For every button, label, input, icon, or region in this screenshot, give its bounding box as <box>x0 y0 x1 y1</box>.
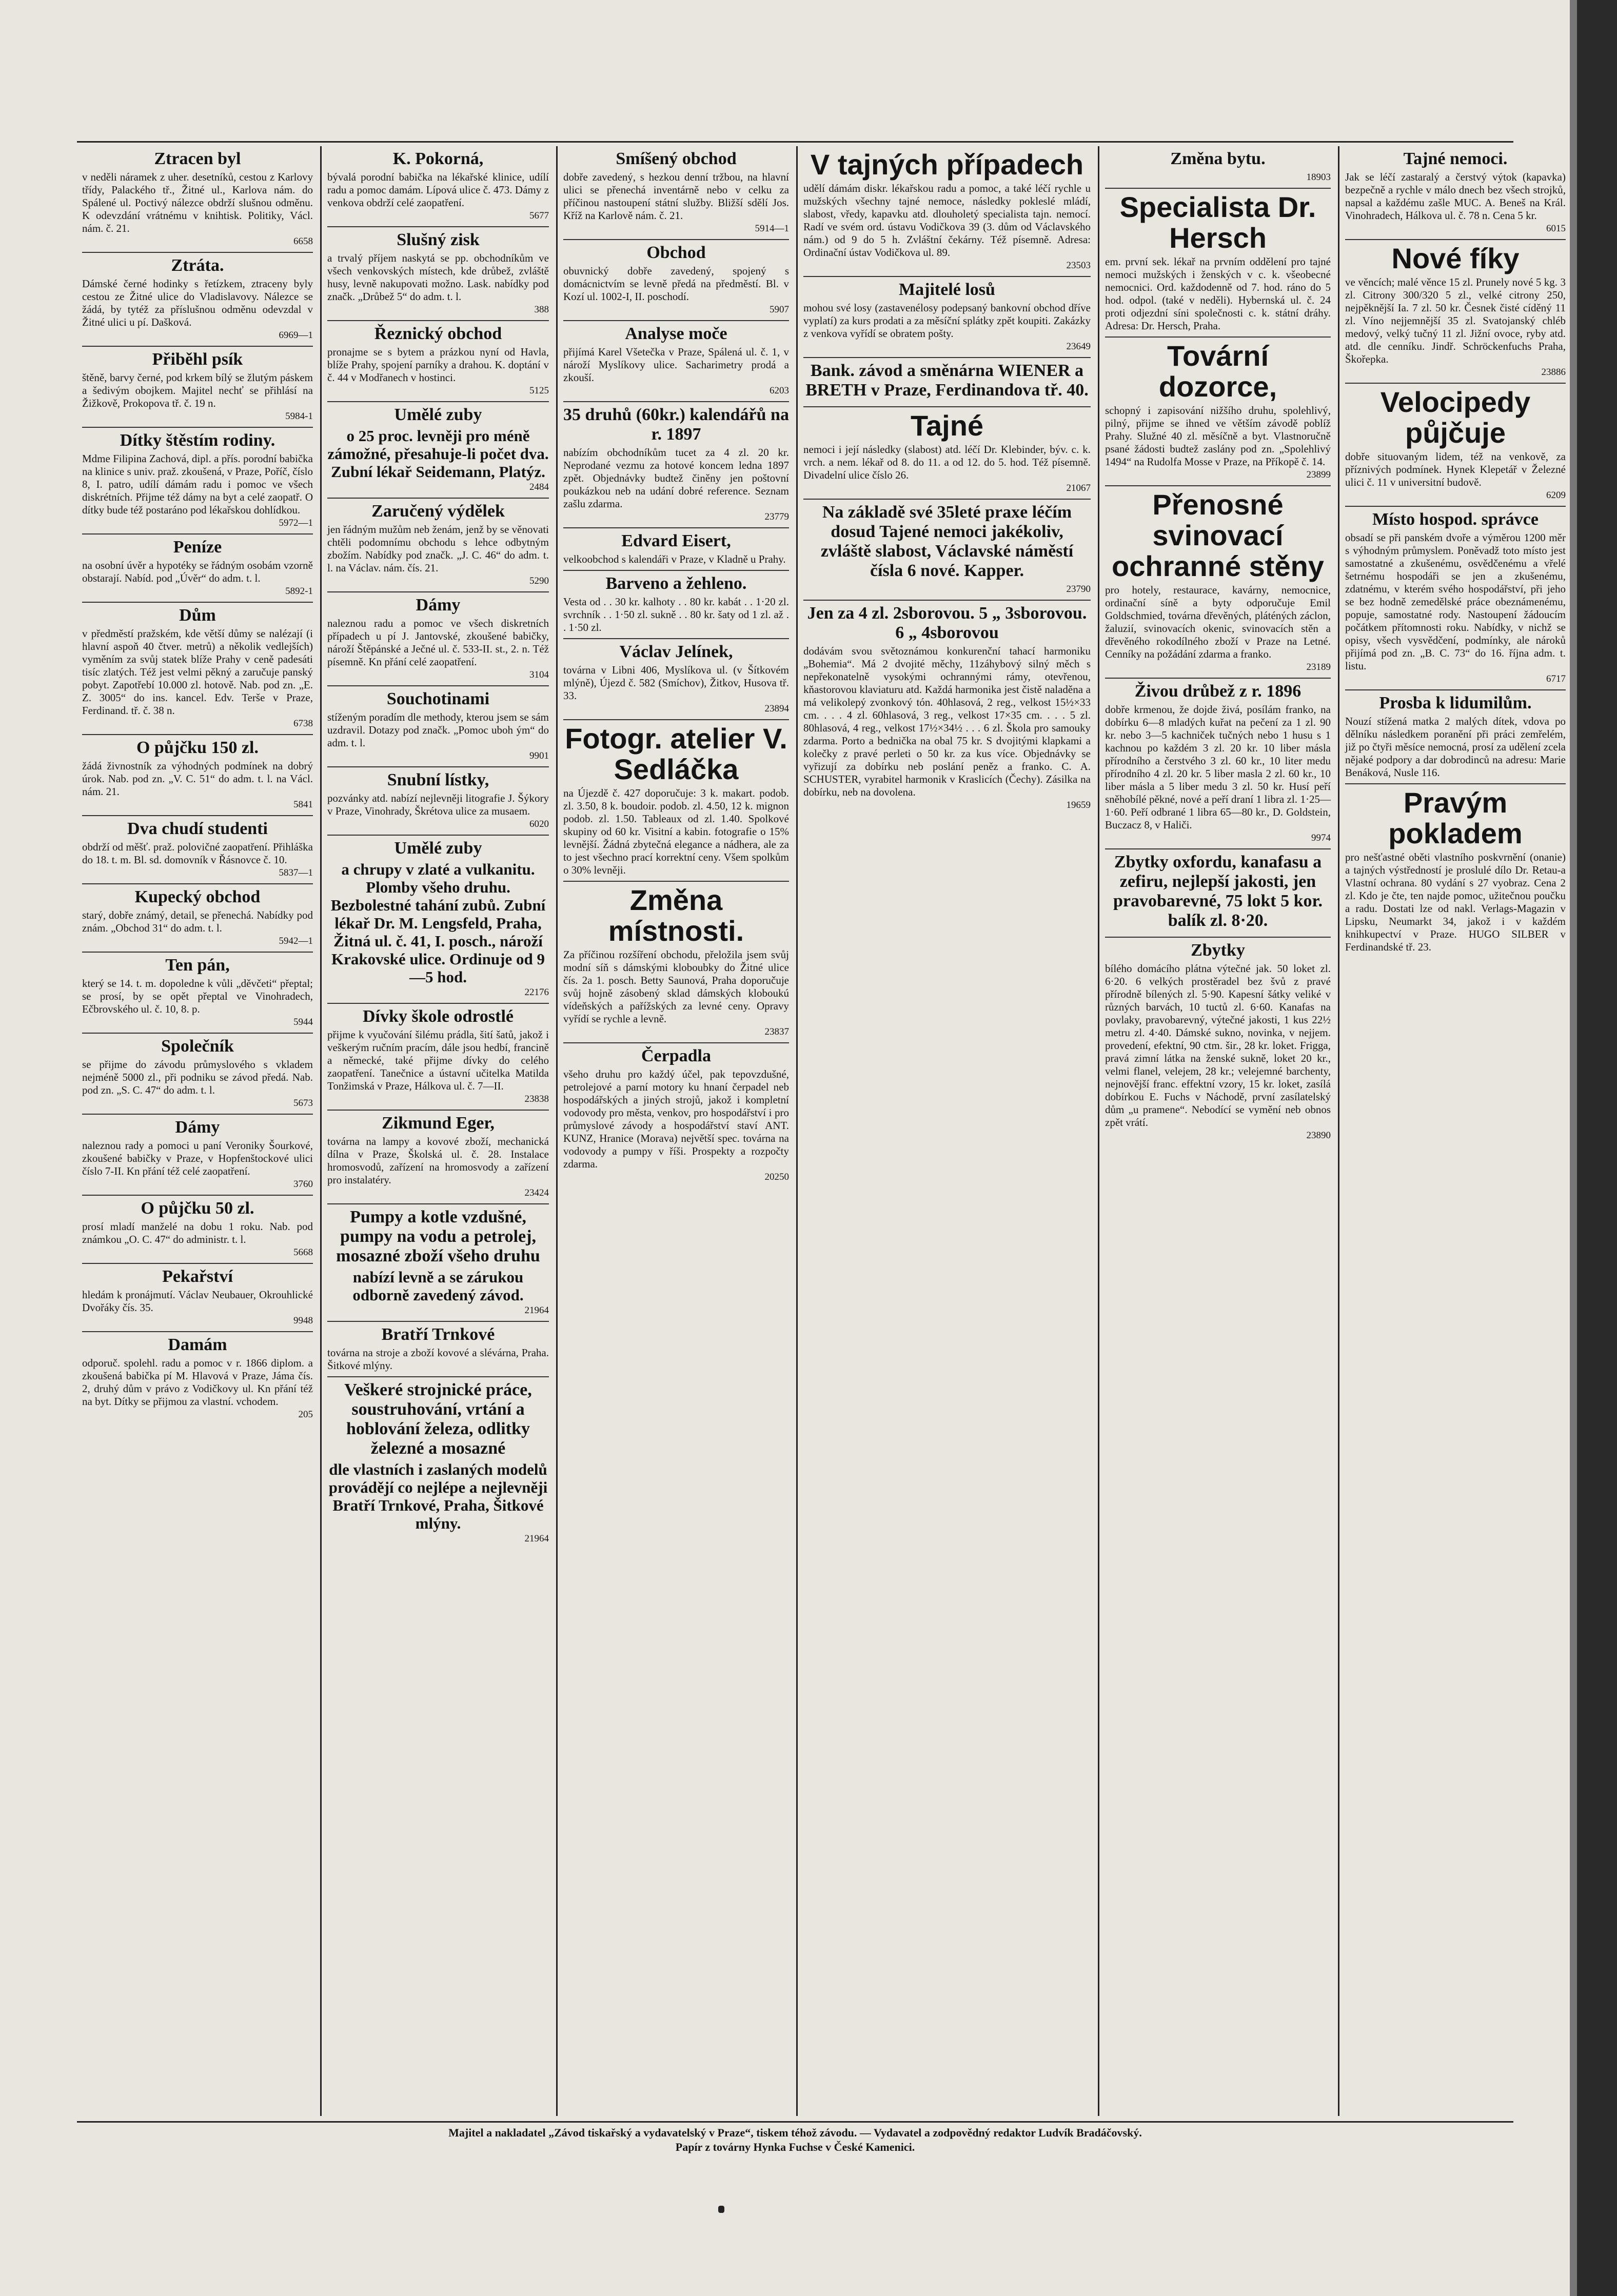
ad-heading: Jen za 4 zl. 2sborovou. 5 „ 3sborovou. 6 „ 4sborovou <box>807 604 1087 642</box>
classified-ad <box>1105 486 1331 679</box>
ad-body: Za příčinou rozšíření obchodu, přeložila jsem svůj modní síň s dámskými kloboubky do Žitné ulice čís. 2a 1. posch. Betty Saunová, Praha doporučuje svůj hojně zásobený sklad dámských kloboukú vídeňských a pařížských za levné ceny. Opravy vyřídí se rychle a levně. <box>563 948 789 1025</box>
ad-heading: Pravým pokladem <box>1388 786 1523 849</box>
ad-body: obdrží od měšť. praž. polovičné zaopatření. Přihláška do 18. t. m. Bl. sd. domovník v Řásnovce č. 10. <box>82 841 313 866</box>
ad-heading: Přenosné svinovací ochranné stěny <box>1112 488 1324 582</box>
classified-ad <box>1105 338 1331 486</box>
ad-number: 5914—1 <box>755 223 789 234</box>
ad-body: schopný i zapisování nižšího druhu, spolehlivý, pilný, přijme se ihned ve větším závodě poblíž Prahy. Služné 40 zl. měsíčně a byt. Vlastnoručně psané žádosti budtež zaslány pod zn. „Spolehlivý 1494“ na Rudolfa Mosse v Praze, na Příkopě č. 14. <box>1105 404 1331 468</box>
ad-heading: Nové fíky <box>1391 242 1520 274</box>
classified-ad <box>563 240 789 321</box>
classified-ad <box>327 321 549 402</box>
imprint-line: Majitel a nakladatel „Závod tiskařský a vydavatelský v Praze“, tiskem téhož závodu. — Vydavatel a zodpovědný redaktor Ludvík Bradáčovský. <box>448 2126 1142 2139</box>
ad-number: 21964 <box>524 1305 549 1316</box>
ad-body: dodávám svou světoznámou konkurenční tahací harmoniku „Bohemia“. Má 2 dvojité měchy, 11záhybový silný měch s nepřekonatelně vysokými ochrannými rámy, otevřenou, kňastorovou klaviaturu atd. Každá harmonika jest čistě naladěna a má velikolepý zvonkový tón. 40hlasová, 2 reg., velkost 15½×33 cm. . . . 4 zl. 60hlasová, 3 reg., velkost 17×35 cm. . . . 5 zl. 80hlasová, 4 reg., velkost 17½×34½ . . . 6 zl. Škola pro samouky zdarma. Porto a bednička na obal 75 kr. S dvojitými klapkami a kolečky z pravé perleti o 50 kr. za kus více. Objednávky se vyřizují za dobírku neb poslání peněz a franko. C. A. SCHUSTER, vyrabitel harmonik v Kraslicích (Čechy). Zásilka na dobírku, neb na dovolena. <box>803 645 1091 798</box>
ad-number: 23837 <box>764 1026 789 1037</box>
classified-ad <box>803 601 1091 816</box>
column-rule <box>796 146 798 2116</box>
ad-heading: Dům <box>179 606 216 625</box>
ad-heading: Prosba k lidumilům. <box>1379 694 1532 712</box>
ad-heading: Ztráta. <box>171 256 224 275</box>
classified-ad <box>327 499 549 592</box>
classified-ad <box>82 953 313 1034</box>
ad-body: dobře krmenou, že dojde živá, posílám franko, na dobírku 6—8 mladých kuřat na pečení za 1 zl. 90 kr. nebo 3—5 kachniček tučných nebo 1 husu s 1 kachnou po každém 3 zl. 20 kr. 10 liber másla přírodního a čerstvého 3 zl. 60 kr., 10 liter medu přírodního 4 zl. 20 kr. 5 liber masla 2 zl. 60 kr., 10 liber másla a 5 liber medu 3 zl. 50 kr. Husí peří sněhobílé pěkné, nové a peří draní 1 libra zl. 1·25—1·60. Peří odbrané 1 libra 65—80 kr., D. Goldstein, Buczacz 8, v Haliči. <box>1105 703 1331 831</box>
ad-number: 23189 <box>1306 662 1331 672</box>
classified-ad <box>803 500 1091 601</box>
ad-body: nabízím obchodníkům tucet za 4 zl. 20 kr. Neprodané vezmu za hotové koncem ledna 1897 zpět. Objednávky budtež činěny jen poštovní poukázkou neb na udání dobré reference. Seznam zašlu zdarma. <box>563 446 789 510</box>
classified-ad <box>82 735 313 816</box>
ad-body: pro hotely, restaurace, kavárny, nemocnice, ordinační síně a byty odporučuje Emil Goldschmied, továrna dřevěných, pláténých záclon, žaluzií, svinovacích okenic, svinovacích stěn a dřevěného rokodílného zboží v Praze na Letné. Cenníky na požádání zdarma a franko. <box>1105 584 1331 660</box>
classified-ad <box>82 1264 313 1332</box>
ad-body: odporuč. spolehl. radu a pomoc v r. 1866 diplom. a zkoušená babička pí M. Hlavová v Praze, Jáma čís. 2, druhý dům v právo z Vodičkovy ul. Kn přání též na byt. Dítky se přijmou za vlastní. vchodem. <box>82 1357 313 1408</box>
column-4 <box>798 146 1096 2116</box>
ad-heading: Přiběhl psík <box>152 350 243 369</box>
ad-number: 5892-1 <box>285 586 313 597</box>
classified-ad <box>803 277 1091 358</box>
classified-ad <box>327 767 549 836</box>
classified-ad <box>327 146 549 227</box>
ad-body: Mdme Filipina Zachová, dipl. a přís. porodní babička na klinice s univ. praž. zkoušená, v Praze, Poříč, číslo 8, I. patro, udílí dámám radu i pomoc ve všech diskrétních. Přijme též dámy na byt a celé zaopatř. O dítky bude též postaráno pod lékařskou dohlídkou. <box>82 452 313 516</box>
ad-body: bývalá porodní babička na lékařské klinice, udílí radu a pomoc damám. Lípová ulice č. 473. Dámy z venkova obdrží celé zaopatření. <box>327 171 549 209</box>
classified-ad <box>803 146 1091 277</box>
ad-number: 21067 <box>1066 483 1091 493</box>
ad-body: prosí mladí manželé na dobu 1 roku. Nab. pod známkou „O. C. 47“ do administr. t. l. <box>82 1220 313 1245</box>
ad-heading: O půjčku 50 zl. <box>141 1199 254 1218</box>
classified-ad <box>1105 849 1331 938</box>
ad-heading: Změna místnosti. <box>608 884 744 947</box>
classified-ad <box>82 1332 313 1425</box>
column-rule <box>1098 146 1099 2116</box>
ad-number: 6738 <box>293 718 313 729</box>
ad-number: 5972—1 <box>279 518 313 528</box>
ad-body: obsadí se při panském dvoře a výměrou 1200 měr s výhodným průmyslem. Poněvadž toto místo jest samostatné a zkušenému, osvědčenému a vřelé šetrnému hospodáři se jen a zkušenému, zdatnému, v kterém svého hospodářství, při jeho se bez hodně zemedělské práce obeznámenému, popuje, samostatné rody. Nastoupení žádoucím počátkem přítomnosti roku. Nabídky, v nichž se opisy, všech vysvědčení, podmínky, ale nároků přijímá pod zn. „B. C. 73“ do 16. října adm. t. listu. <box>1345 531 1566 672</box>
ad-body: hledám k pronájmutí. Václav Neubauer, Okrouhlické Dvořáky čís. 35. <box>82 1289 313 1314</box>
classified-ad <box>327 1322 549 1377</box>
classified-ad <box>1345 240 1566 384</box>
classified-ad <box>1105 146 1331 189</box>
newspaper-page <box>77 126 1566 2153</box>
ad-heading: Slušný zisk <box>397 230 480 249</box>
ad-body: pro nešťastné oběti vlastního poskvrnění (onanie) a tajných výstředností je proslulé dílo Dr. Retau-a Vlastní ochrana. 80 vydání s 27 vyobraz. Cena 2 zl. Kdo je čte, ten najde pomoc, užitečnou poučku a radu. Dostati lze od nakl. Verlags-Magazin v Lipsku, Neumarkt 34, jakož i v každém knihkupectví v Praze. HUGO SILBER v Ferdinandské tř. 23. <box>1345 851 1566 953</box>
classified-ad <box>82 816 313 884</box>
ad-heading: Obchod <box>646 243 706 262</box>
ad-body: všeho druhu pro každý účel, pak tepovzdušné, petrolejové a parní motory ku hnaní čerpadel neb hospodářských a jiných strojů, jakož i kompletní vodovody pro města, venkov, pro hospodářství i pro průmyslové závody a hospodářství staví ANT. KUNZ, Hranice (Morava) největší spec. továrna na vodovody a pumpy v říši. Prospekty a rozpočty zdarma. <box>563 1068 789 1170</box>
classified-ad <box>1345 690 1566 784</box>
ad-body: dobře situovaným lidem, též na venkově, za příznivých podmínek. Hynek Klepetář v Železné ulici č. 11 v universitní budově. <box>1345 450 1566 488</box>
ad-heading: Zikmund Eger, <box>382 1114 495 1133</box>
classified-ad <box>563 321 789 402</box>
ad-body: Vesta od . . 30 kr. kalhoty . . 80 kr. kabát . . 1·20 zl. svrchník . . 1·50 zl. sukně . . 80 kr. šaty od 1 zl. až . . 1·50 zl. <box>563 596 789 634</box>
ad-heading: Tovární dozorce, <box>1158 340 1277 403</box>
ad-body: přijímá Karel Všetečka v Praze, Spálená ul. č. 1, v nároží Myslíkovy ulice. Sacharimetry prodá a zkouší. <box>563 346 789 384</box>
ad-body: naleznou rady a pomoci u paní Veroniky Šourkové, zkoušené babičky v Praze, v Hopfenštockové ulici číslo 7-II. Kn přání též celé zaopatření. <box>82 1139 313 1177</box>
ad-number: 5673 <box>293 1098 313 1109</box>
classified-ad <box>563 528 789 571</box>
ad-body: Dámské černé hodinky s řetízkem, ztraceny byly cestou ze Žitné ulice do Vladislavovy. Nálezce se žádá, by tytéž za příslušnou odměnu odevzdal v Žitné ulici u pí. Dašková. <box>82 278 313 328</box>
classified-ad <box>82 1115 313 1196</box>
column-rule <box>320 146 322 2116</box>
ad-heading: 35 druhů (60kr.) kalendářů na r. 1897 <box>563 405 789 444</box>
ad-body: obuvnický dobře zavedený, spojený s domácnictvím se levně předá na předměstí. Bl. v Kozí ul. 1002-I, II. poschodí. <box>563 265 789 303</box>
ad-number: 6015 <box>1546 223 1566 234</box>
ad-number: 5942—1 <box>279 936 313 946</box>
ad-heading: Václav Jelínek, <box>619 642 733 661</box>
ad-heading: Zbytky oxfordu, kanafasu a zefiru, nejlepší jakosti, jen pravobarevné, 75 lokt 5 kor. balík zl. 8·20. <box>1113 853 1323 930</box>
ad-heading: Na základě své 35leté praxe léčím dosud Tajené nemoci jakékoliv, zvláště slabost, Václavské náměstí čísla 6 nové. Kapper. <box>820 503 1074 580</box>
ad-body: em. první sek. lékař na prvním oddělení pro tajné nemoci mužských i ženských v c. k. všeobecné nemocnici. Ord. každodenně od 7. hod. ráno do 5 hod. odpol. (také v neděli). Hybernská ul. č. 24 proti odjezdní síni společnosti c. k. státní dráhy. Adresa: Dr. Hersch, Praha. <box>1105 255 1331 332</box>
ad-body: a chrupy v zlaté a vulkanitu. Plomby všeho druhu. Bezbolestné tahání zubů. Zubní lékař Dr. M. Lengsfeld, Praha, Žitná ul. č. 41, I. posch., nároží Krakovské ulice. Ordinuje od 9—5 hod. <box>330 860 546 986</box>
classified-ad <box>327 686 549 767</box>
ad-number: 3760 <box>293 1179 313 1190</box>
ad-heading: Smíšený obchod <box>616 149 737 168</box>
ad-number: 5907 <box>770 304 789 315</box>
ad-number: 23779 <box>764 511 789 522</box>
classified-ad <box>563 571 789 639</box>
ad-body: naleznou radu a pomoc ve všech diskretních případech u pí J. Jantovské, zkoušené babičky, nároží Štěpánské a Ječné ul. č. 533-II. st., 2. n. Též písemně. Kn přání celé zaopatření. <box>327 617 549 668</box>
ad-body: pronajme se s bytem a prázkou nyní od Havla, blíže Prahy, spojení parníky a drahou. K. doptání v č. 44 v Modřanech v hostinci. <box>327 346 549 384</box>
ad-number: 5668 <box>293 1247 313 1258</box>
ad-heading: Dívky škole odrostlé <box>362 1007 514 1026</box>
ad-body: dobře zavedený, s hezkou denní tržbou, na hlavní ulici se přenechá inventárně nebo v celku za příčinou nastoupení státní služby. Bližší sdělí Jos. Kříž na Karlově nám. č. 21. <box>563 171 789 222</box>
ad-body: továrna na stroje a zboží kovové a slévárna, Praha. Šitkové mlýny. <box>327 1347 549 1372</box>
ad-body: stíženým poradím dle methody, kterou jsem se sám uzdravil. Dotazy pod značk. „Pomoc uboh ým“ do adm. t. l. <box>327 711 549 749</box>
classified-ad <box>327 836 549 1004</box>
ad-body: bílého domácího plátna výtečné jak. 50 loket zl. 6·20. 6 velkých prostěradel bez švů z pravé přírodně bílených zl. 5·90. Kapesní šátky veliké v různých barvách, 10 tuctů zl. 6·60. Kanafas na povlaky, pravobarevný, výtečné jakosti, 1 kus 22½ metru zl. 4·40. Dámské sukno, novinka, v nejjem. provedení, efektní, 90 ctm. šir., 28 kr. loket. Frigga, pravá zimní látka na ženské sukně, loket 20 kr., velmi flanel, velejem, 28 kr.; velejemné barchenty, nejnovější franc. effektní vzory, 15 kr. loket, zasílá dobírkou E. Fuchs v Náchodě, první zasílatelský dům „u pramene“. Nebodící se vymění neb obnos zpět vrátí. <box>1105 962 1331 1129</box>
ad-body: Jak se léčí zastaralý a čerstvý výtok (kapavka) bezpečně a rychle v málo dnech bez všech strojků, napsal a každému zašle MUC. A. Beneš na Král. Vinohradech, Hálkova ul. č. 78 n. Cena 5 kr. <box>1345 171 1566 222</box>
ad-number: 23838 <box>524 1094 549 1104</box>
ad-number: 9948 <box>293 1315 313 1326</box>
ad-heading: Tajné nemoci. <box>1403 149 1508 168</box>
ad-body: mohou své losy (zastavenélosy podepsaný bankovní obchod dříve vyplatí) za kurs prodati a za měsíční splátky zpět koupiti. Zakázky z venkova vyřídí se obratem pošty. <box>803 302 1091 340</box>
ad-heading: O půjčku 150 zl. <box>136 738 259 757</box>
ad-body: ve věncích; malé věnce 15 zl. Prunely nové 5 kg. 3 zl. Citrony 300/320 5 zl., velké citrony 250, nejpěknější Ia. 7 zl. 50 kr. Česnek čisté cíděný 11 zl. Víno nejjemnější 35 zl. Svatojanský chléb medový, velký tučný 11 zl. Jižní ovoce, ryby atd. atd. dle cenníku. Jindř. Schröckenfuchs Praha, Škořepka. <box>1345 276 1566 365</box>
ad-number: 23649 <box>1066 341 1091 352</box>
classified-ad <box>82 1034 313 1115</box>
imprint-footer <box>77 2121 1513 2154</box>
column-1 <box>77 146 318 2116</box>
classified-ad <box>327 1111 549 1204</box>
ad-heading: Řeznický obchod <box>374 324 502 343</box>
ad-heading: Pekařství <box>162 1267 233 1286</box>
column-rule <box>1338 146 1339 2116</box>
ad-body: pozvánky atd. nabízí nejlevněji litografie J. Šýkory v Praze, Vinohrady, Škrétova ulice za musaem. <box>327 792 549 817</box>
ad-number: 19659 <box>1066 800 1091 810</box>
ad-heading: Kupecký obchod <box>134 887 261 906</box>
ad-heading: Peníze <box>173 538 222 557</box>
ad-number: 22176 <box>524 987 549 998</box>
ad-number: 6717 <box>1546 674 1566 684</box>
ad-body: a trvalý příjem naskytá se pp. obchodníkům ve všech venkovských místech, kde drůbež, zvláště husy, levně nakupovati možno. Lask. nabídky pod značk. „Drůbež 5“ do adm. t. l. <box>327 252 549 303</box>
classified-ad <box>803 407 1091 500</box>
paper-line: Papír z továrny Hynka Fuchse v České Kamenici. <box>675 2141 915 2153</box>
page-scan-edge <box>1570 0 1617 2296</box>
ad-body: o 25 proc. levněji pro méně zámožné, přesahuje-li počet dva. Zubní lékař Seidemann, Platýz. <box>327 427 549 481</box>
ad-number: 388 <box>534 304 549 315</box>
ad-number: 21964 <box>524 1533 549 1544</box>
ad-heading: Fotogr. atelier V. Sedláčka <box>565 722 787 785</box>
top-rule <box>77 141 1513 143</box>
ad-number: 23890 <box>1306 1130 1331 1141</box>
ad-body: žádá živnostník za výhodných podmínek na dobrý úrok. Nab. pod zn. „V. C. 51“ do adm. t. l. na Václ. nám. 21. <box>82 760 313 798</box>
ad-heading: Dámy <box>416 596 461 615</box>
ad-heading: Tajné <box>910 409 984 442</box>
classified-ad <box>1105 938 1331 1146</box>
ad-heading: Místo hospod. správce <box>1372 510 1539 529</box>
ad-heading: Zaručený výdělek <box>371 502 505 521</box>
ad-heading: Bratří Trnkové <box>381 1325 495 1344</box>
ad-body: který se 14. t. m. dopoledne k vůli „děvčeti“ přeptal; se prosí, by se opět přeptal ve Vinohradech, Ečbrovského ul. č. 10, 8. p. <box>82 977 313 1015</box>
classified-ad <box>563 639 789 720</box>
ad-heading: Zbytky <box>1191 941 1245 960</box>
ad-heading: Bank. závod a směnárna WIENER a BRETH v Praze, Ferdinandova tř. 40. <box>805 361 1089 400</box>
classified-ad <box>327 227 549 321</box>
classified-ad <box>82 535 313 603</box>
classified-ad <box>82 253 313 347</box>
ad-heading: Živou drůbež z r. 1896 <box>1134 682 1302 701</box>
ad-heading: Specialista Dr. Hersch <box>1119 191 1316 254</box>
classified-ad <box>1345 146 1566 240</box>
column-rule <box>556 146 558 2116</box>
ad-number: 9974 <box>1311 833 1331 843</box>
ad-heading: Analyse moče <box>625 324 727 343</box>
ad-heading: Velocipedy půjčuje <box>1380 386 1531 449</box>
ad-heading: Čerpadla <box>641 1046 711 1065</box>
ad-heading: Snubní lístky, <box>387 770 489 789</box>
ad-number: 3104 <box>529 669 549 680</box>
ad-body: Nouzí stížená matka 2 malých dítek, vdova po dělníku následkem poranění při práci zemřelém, již po čtyři měsíce nemocná, prosí za udělení zcela nějaké podpory a dar dobrodinců na adresu: Marie Benáková, Nusle 116. <box>1345 715 1566 779</box>
ad-number: 5837—1 <box>279 867 313 878</box>
ad-number: 5841 <box>293 799 313 810</box>
ad-number: 5944 <box>293 1017 313 1027</box>
classified-ad <box>82 884 313 953</box>
ad-heading: Dámy <box>175 1118 220 1137</box>
column-3 <box>558 146 794 2116</box>
classified-ad <box>1345 384 1566 507</box>
ad-body: továrna v Libni 406, Myslíkova ul. (v Šítkovém mlýně), Újezd č. 582 (Smíchov), Žitkov, Husova tř. 33. <box>563 664 789 702</box>
classified-ad <box>563 402 789 528</box>
ad-number: 20250 <box>764 1172 789 1182</box>
ad-heading: Majitelé losů <box>899 280 995 299</box>
ad-heading: Dva chudí studenti <box>127 819 268 838</box>
ad-number: 6658 <box>293 236 313 247</box>
scan-mark <box>718 2206 724 2213</box>
ad-body: dle vlastních i zaslaných modelů provádějí co nejlépe a nejlevněji Bratří Trnkové, Praha, Šitkové mlýny. <box>328 1460 548 1532</box>
ad-body: jen řádným mužům neb ženám, jenž by se věnovati chtěli podomnímu obchodu s lehce odbytným zbožím. Nabídky pod značk. „J. C. 46“ do adm. t. l. na Václav. nám. čís. 21. <box>327 523 549 574</box>
classified-ad <box>82 1196 313 1264</box>
classified-ad <box>327 1004 549 1111</box>
column-5 <box>1100 146 1336 2116</box>
ad-heading: Veškeré strojnické práce, soustruhování, vrtání a hoblování železa, odlitky železné a mosazné <box>344 1380 532 1458</box>
ad-body: v neděli náramek z uher. desetníků, cestou z Karlovy třídy, Palackého tř., Žitné ul., Karlova nám. do Spálené ul. Poctivý nálezce obdrží slušnou odměnu. K odevzdání vrátnému v knihtisk. Politiky, Václ. nám. č. 21. <box>82 171 313 234</box>
ad-body: nabízí levně a se zárukou odborně zavedený závod. <box>352 1268 524 1304</box>
ad-number: 5125 <box>529 385 549 396</box>
ad-heading: Umělé zuby <box>394 405 482 424</box>
ad-body: na osobní úvěr a hypotéky se řádným osobám vzorně obstarají. Nabíd. pod „Úvěr“ do adm. t. l. <box>82 559 313 584</box>
ad-body: udělí dámám diskr. lékařskou radu a pomoc, a také léčí rychle u mužských všechny tajné nemoce, následky pokleslé mládí, slabost, vředy, kapavku atd. dlouholetý specialista tajn. nemocí. Radí ve svém ord. ústavu Vodičkova 39 (3. dům od Václavského nám.) od 9 do 5 h. Zvláštní čekárny. Též písemně. Adresa: Ordinační ústav Vodičkova ul. 89. <box>803 182 1091 259</box>
column-6 <box>1340 146 1571 2116</box>
ad-number: 5290 <box>529 576 549 586</box>
ad-number: 6203 <box>770 385 789 396</box>
classified-ad <box>563 146 789 240</box>
column-2 <box>322 146 554 2116</box>
ad-body: velkoobchod s kalendáři v Praze, v Kladně u Prahy. <box>563 553 786 565</box>
classified-ad <box>1345 507 1566 690</box>
classified-ad <box>803 358 1091 407</box>
ad-number: 23894 <box>764 703 789 714</box>
ad-heading: Změna bytu. <box>1170 149 1266 168</box>
ad-heading: Barveno a žehleno. <box>605 574 747 593</box>
classified-ad <box>327 402 549 499</box>
classified-ad <box>1105 679 1331 849</box>
ad-heading: Společník <box>161 1037 234 1056</box>
classified-ad <box>82 603 313 735</box>
ad-number: 6969—1 <box>279 330 313 341</box>
ad-heading: Pumpy a kotle vzdušné, pumpy na vodu a petrolej, mosazné zboží všeho druhu <box>336 1208 540 1265</box>
classified-ad <box>327 1377 549 1549</box>
classified-ad <box>1105 189 1331 338</box>
ad-number: 23790 <box>1066 584 1091 595</box>
ad-number: 6020 <box>529 819 549 829</box>
ad-heading: Umělé zuby <box>394 839 482 858</box>
ad-number: 9901 <box>529 750 549 761</box>
ad-number: 23886 <box>1541 367 1566 378</box>
ad-heading: K. Pokorná, <box>392 149 484 168</box>
ad-number: 2484 <box>529 482 549 492</box>
ad-number: 5984-1 <box>285 411 313 422</box>
classified-ad <box>327 1204 549 1322</box>
classified-ad <box>82 347 313 428</box>
ad-heading: Damám <box>168 1335 227 1354</box>
ad-number: 18903 <box>1306 172 1331 183</box>
classified-ad <box>563 882 789 1043</box>
classified-ad <box>563 1043 789 1187</box>
ad-heading: Dítky štěstím rodiny. <box>120 431 275 450</box>
classified-ad <box>327 592 549 686</box>
ad-body: přijme k vyučování šilému prádla, šití šatů, jakož i veškerým ručním pracím, dále jsou hedbí, francině a německé, také přijme dívky do celého zaopatření. Tanečnice a ústavní učitelka Matilda Tonžimská v Praze, Hálkova ul. č. 7—II. <box>327 1028 549 1092</box>
ad-heading: Edvard Eisert, <box>621 531 731 550</box>
classified-ad <box>1345 784 1566 958</box>
ad-heading: V tajných případech <box>810 148 1084 181</box>
ad-number: 205 <box>298 1409 313 1420</box>
ad-body: v předměstí pražském, kde větší důmy se nalézají (i hlavní aspoň 40 čtver. metrů) a několik vedlejších) vyměním za svůj statek blíže Prahy v ceně padesáti tisíc zlatých. Též jest velmi pěkný a zaručuje panský pobyt. Zapotřebí 10.000 zl. hotově. Nab. pod zn. „E. Z. 3005“ do ins. kancel. Edv. Terše v Praze, Ferdinand. tř. č. 38 n. <box>82 627 313 717</box>
ad-body: nemoci i její následky (slabost) atd. léčí Dr. Klebinder, býv. c. k. vrch. a nem. lékař od 8. do 11. a od 12. do 5. hod. Též písemně. Divadelní ulice číslo 26. <box>803 443 1091 481</box>
ad-body: starý, dobře známý, detail, se přenechá. Nabídky pod znám. „Obchod 31“ do adm. t. l. <box>82 909 313 934</box>
ad-number: 6209 <box>1546 490 1566 501</box>
ad-number: 23899 <box>1306 469 1331 480</box>
ad-body: se přijme do závodu průmyslového s vkladem nejméně 5000 zl., při podniku se závod předá. Nab. pod zn. „S. C. 47“ do adm. t. l. <box>82 1058 313 1096</box>
ad-number: 5677 <box>529 210 549 221</box>
ad-heading: Ten pán, <box>165 956 230 975</box>
classified-ad <box>82 428 313 535</box>
ad-number: 23503 <box>1066 260 1091 271</box>
ad-heading: Ztracen byl <box>154 149 241 168</box>
ad-body: štěně, barvy černé, pod krkem bílý se žlutým páskem a šedivým obojkem. Majitel nechť se přihlásí na Žižkově, Prokopova tř. č. 19 n. <box>82 371 313 409</box>
ad-body: na Újezdě č. 427 doporučuje: 3 k. makart. podob. zl. 3.50, 8 k. boudoir. podob. zl. 4.50, 12 k. mignon podob. zl. 1.50. Tableaux od zl. 1.40. Spolkové skupiny od 60 kr. Visitní a kabin. fotografie o 15% levnější. Žádná zbytečná elegance a nádhera, ale za to jest všechno prací korrektní ceny. Všem spolkům o 30% levněji. <box>563 787 789 876</box>
classified-ad <box>82 146 313 253</box>
ad-number: 23424 <box>524 1187 549 1198</box>
classified-ad <box>563 720 789 882</box>
ad-heading: Souchotinami <box>386 689 490 708</box>
ad-body: továrna na lampy a kovové zboží, mechanická dílna v Praze, Školská ul. č. 28. Instalace hromosvodů, zařízení na hromosvody a zařízení pro instalatéry. <box>327 1135 549 1186</box>
